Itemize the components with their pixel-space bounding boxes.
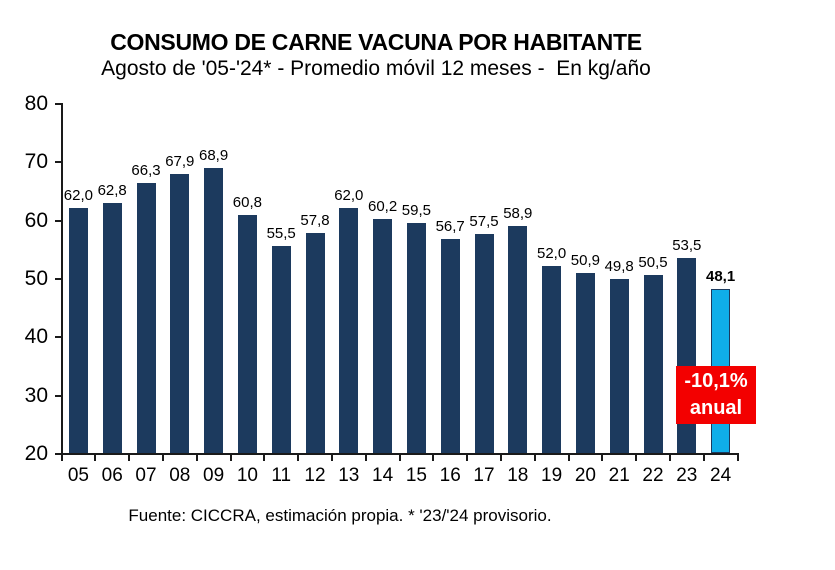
y-axis-tick — [55, 161, 62, 163]
x-axis-tick — [61, 455, 63, 461]
bar — [272, 246, 291, 453]
x-axis-tick — [703, 455, 705, 461]
x-axis-category-label: 09 — [203, 465, 225, 486]
x-axis-category-label: 08 — [169, 465, 191, 486]
bar-value-label: 58,9 — [503, 205, 533, 223]
bar-value-label: 56,7 — [435, 217, 465, 235]
chart-title: CONSUMO DE CARNE VACUNA POR HABITANTE — [110, 29, 642, 55]
bar — [441, 239, 460, 453]
bar — [238, 215, 257, 453]
bar — [306, 233, 325, 454]
x-axis-category-label: 07 — [135, 465, 157, 486]
x-axis-tick — [331, 455, 333, 461]
x-axis-category-label: 13 — [338, 465, 360, 486]
bar-value-label: 55,5 — [266, 224, 296, 242]
x-axis-tick — [128, 455, 130, 461]
x-axis-tick — [669, 455, 671, 461]
y-axis-tick — [55, 395, 62, 397]
x-axis-tick — [263, 455, 265, 461]
x-axis-category-label: 23 — [676, 465, 698, 486]
bar — [508, 226, 527, 453]
bar-value-label: 59,5 — [401, 201, 431, 219]
x-axis-tick — [601, 455, 603, 461]
bar — [610, 279, 629, 453]
bar — [475, 234, 494, 453]
y-axis-tick-label: 40 — [24, 325, 48, 349]
x-axis-tick — [432, 455, 434, 461]
bar — [542, 266, 561, 453]
x-axis-category-label: 05 — [67, 465, 89, 486]
x-axis-category-label: 06 — [101, 465, 123, 486]
bar-value-label: 48,1 — [705, 268, 736, 286]
bar-value-label: 60,8 — [232, 194, 262, 211]
x-axis-tick — [162, 455, 164, 461]
source-note: Fuente: CICCRA, estimación propia. * '23/'24 provisorio. — [128, 506, 552, 525]
bar-value-label: 62,0 — [334, 187, 364, 204]
x-axis-category-label: 24 — [710, 465, 732, 486]
x-axis-category-label: 18 — [507, 465, 529, 486]
bar-value-label: 62,0 — [63, 187, 93, 204]
x-axis-tick — [737, 455, 739, 461]
x-axis-category-label: 14 — [372, 465, 394, 486]
x-axis-tick — [196, 455, 198, 461]
bar-value-label: 57,5 — [469, 213, 499, 231]
x-axis-category-label: 11 — [271, 465, 292, 486]
bar-value-label: 66,3 — [131, 161, 161, 179]
x-axis-tick — [635, 455, 637, 461]
y-axis-tick — [55, 336, 62, 338]
x-axis-category-label: 10 — [236, 465, 258, 486]
bar-value-label: 60,2 — [367, 197, 398, 215]
bar-value-label: 57,8 — [300, 211, 330, 229]
x-axis-category-label: 15 — [405, 465, 427, 486]
y-axis-tick — [55, 278, 62, 280]
y-axis-tick — [55, 220, 62, 222]
y-axis-tick-label: 30 — [24, 383, 48, 407]
x-axis-tick — [297, 455, 299, 461]
bar — [576, 273, 595, 453]
x-axis-tick — [568, 455, 570, 461]
bar — [103, 203, 122, 453]
x-axis-tick — [365, 455, 367, 461]
y-axis-tick-label: 60 — [24, 208, 48, 232]
bar — [137, 183, 156, 453]
x-axis-tick — [534, 455, 536, 461]
x-axis-category-label: 16 — [439, 465, 461, 486]
x-axis-category-label: 20 — [574, 465, 596, 486]
y-axis-tick — [55, 103, 62, 105]
bar-value-label: 68,9 — [198, 146, 229, 164]
chart-subtitle: Agosto de '05-'24* - Promedio móvil 12 meses - En kg/año — [101, 57, 651, 80]
x-axis-tick — [500, 455, 502, 461]
x-axis-category-label: 19 — [541, 465, 563, 486]
x-axis-category-label: 22 — [642, 465, 664, 486]
annual-change-unit: anual — [689, 397, 743, 419]
y-axis-tick-label: 80 — [24, 92, 48, 115]
x-axis-category-label: 21 — [608, 465, 630, 486]
y-axis-tick-label: 70 — [24, 150, 48, 174]
bar — [170, 174, 189, 453]
bar-value-label: 50,9 — [570, 251, 600, 269]
bar — [204, 168, 223, 453]
y-axis-tick-label: 20 — [24, 442, 48, 465]
bar — [339, 208, 358, 453]
x-axis-category-label: 12 — [304, 465, 326, 486]
annual-change-callout — [676, 366, 756, 424]
annual-change-value: -10,1% — [684, 370, 748, 392]
bar-value-label: 53,5 — [672, 236, 702, 254]
bar — [69, 208, 88, 453]
bar — [407, 223, 426, 453]
bar — [373, 219, 392, 454]
x-axis-tick — [399, 455, 401, 461]
bar-value-label: 67,9 — [165, 152, 195, 170]
bar-value-label: 49,8 — [604, 258, 634, 276]
bar-value-label: 50,5 — [638, 254, 668, 272]
x-axis-tick — [466, 455, 468, 461]
bar-value-label: 52,0 — [536, 245, 567, 263]
bar — [644, 275, 663, 453]
y-axis-tick-label: 50 — [24, 267, 48, 290]
x-axis-tick — [94, 455, 96, 461]
bar-value-label: 62,8 — [97, 182, 127, 200]
x-axis-tick — [230, 455, 232, 461]
x-axis-category-label: 17 — [473, 465, 495, 486]
